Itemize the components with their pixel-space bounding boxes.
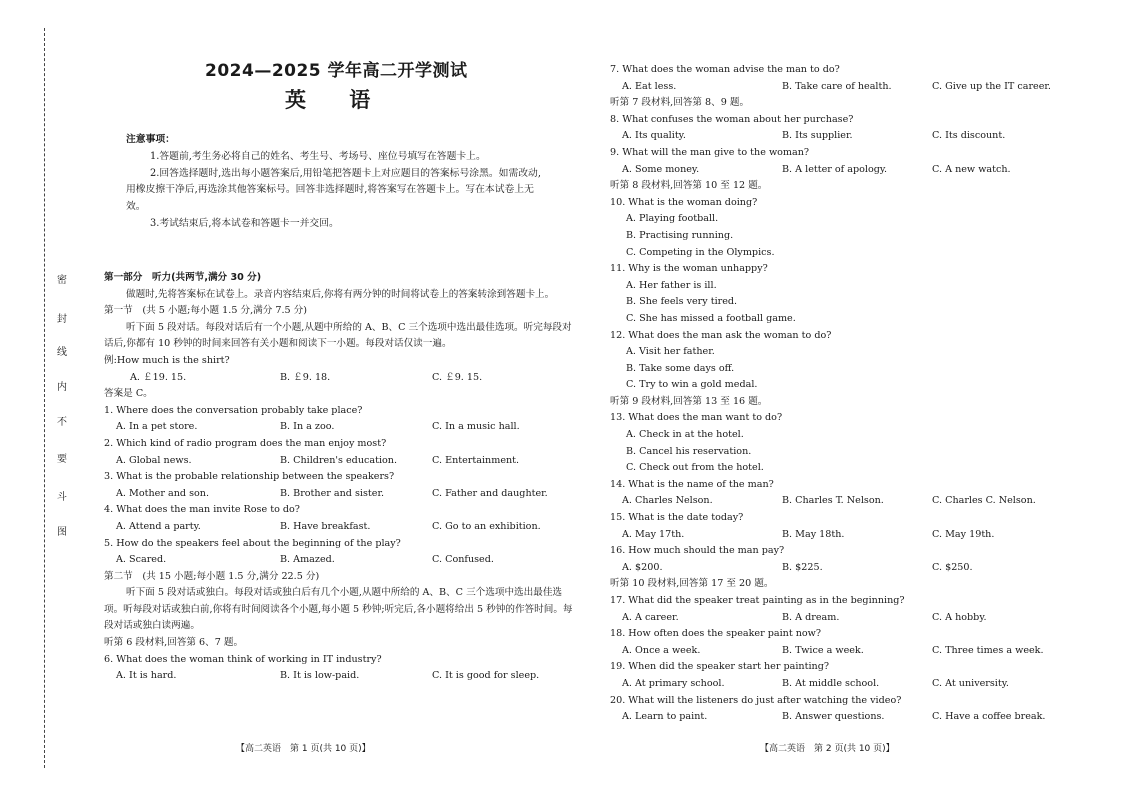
option-b: B. At middle school. [782, 677, 880, 689]
option-a: A. Global news. [116, 454, 192, 466]
example-answer: 答案是 C。 [104, 388, 153, 400]
question-9-options [610, 162, 1080, 179]
option-b: B. A letter of apology. [782, 163, 888, 175]
notice-block [126, 132, 546, 233]
option-a: A. Charles Nelson. [622, 495, 713, 507]
question-4-options [104, 519, 574, 536]
option-c: C. Father and daughter. [432, 487, 548, 499]
option-c: C. Three times a week. [932, 644, 1044, 656]
question-18-options [610, 643, 1080, 660]
option-a: A. Attend a party. [116, 520, 201, 532]
notice-item: 2.回答选择题时,选出每小题答案后,用铅笔把答题卡上对应题目的答案标号涂黑。如需改动,用橡皮擦干净后,再选涂其他答案标号。回答非选择题时,将答案写在答题卡上。写在本试卷上无效。 [126, 167, 541, 213]
question-19-options [610, 676, 1080, 693]
option-c: C. A new watch. [932, 163, 1011, 175]
question-18: 18. How often does the speaker paint now? [610, 628, 822, 640]
question-7-options [610, 79, 1080, 96]
option-c: C. Try to win a gold medal. [626, 379, 758, 391]
option-a: A. It is hard. [116, 670, 177, 682]
question-14-options [610, 493, 1080, 510]
option-b: B. Children's education. [280, 454, 398, 466]
option-c: C. May 19th. [932, 528, 995, 540]
page-footer-right: 【高二英语 第 2 页(共 10 页)】 [760, 744, 895, 754]
option-c: C. Entertainment. [432, 454, 520, 466]
question-9: 9. What will the man give to the woman? [610, 146, 810, 158]
margin-char: 不 [57, 417, 67, 428]
notice-title: 注意事项： [126, 134, 175, 145]
option-a: A. Its quality. [622, 130, 686, 142]
section2-intro: 听下面 5 段对话或独白。每段对话或独白后有几个小题,从题中所给的 A、B、C 三个选项中选出最佳选项。听每段对话或独白前,你将有时间阅读各个小题,每小题 5 秒钟;听完后,各小题将给出 5 秒钟的作答时间。每段对话或独白读两遍。 [104, 587, 573, 632]
question-14: 14. What is the name of the man? [610, 478, 774, 490]
option-a: A. Once a week. [622, 644, 701, 656]
option-b: B. Brother and sister. [280, 487, 385, 499]
option-c: C. Competing in the Olympics. [626, 246, 775, 258]
option-b: B. Have breakfast. [280, 520, 371, 532]
margin-char: 线 [57, 347, 67, 358]
margin-char: 内 [57, 382, 67, 393]
option-a: A. Her father is ill. [626, 279, 717, 291]
material-10-label: 听第 10 段材料,回答第 17 至 20 题。 [610, 578, 774, 590]
option-c: C. Have a coffee break. [932, 711, 1046, 723]
question-6-options [104, 668, 574, 685]
question-15-options [610, 527, 1080, 544]
margin-char: 密 [57, 275, 67, 286]
question-2-options [104, 453, 574, 470]
section1-title: 第一节 (共 5 小题;每小题 1.5 分,满分 7.5 分) [104, 305, 307, 317]
option-a: A. At primary school. [622, 677, 725, 689]
material-9-label: 听第 9 段材料,回答第 13 至 16 题。 [610, 395, 768, 407]
option-c: C. In a music hall. [432, 421, 520, 433]
question-19: 19. When did the speaker start her painting? [610, 661, 829, 673]
material-7-label: 听第 7 段材料,回答第 8、9 题。 [610, 97, 750, 109]
option-a: A. ￡19. 15. [130, 371, 187, 383]
page-footer-left: 【高二英语 第 1 页(共 10 页)】 [236, 744, 371, 754]
question-17: 17. What did the speaker treat painting as in the beginning? [610, 595, 905, 606]
option-b: B. $225. [782, 561, 823, 573]
option-a: A. Some money. [622, 163, 700, 175]
question-13: 13. What does the man want to do? [610, 412, 783, 424]
option-c: C. Give up the IT career. [932, 80, 1051, 92]
option-a: A. Learn to paint. [622, 711, 708, 723]
option-a: A. In a pet store. [116, 421, 198, 433]
option-c: C. She has missed a football game. [626, 312, 796, 324]
option-c: C. $250. [932, 561, 973, 573]
option-b: B. In a zoo. [280, 421, 335, 433]
question-8: 8. What confuses the woman about her purchase? [610, 113, 854, 125]
part1-intro: 做题时,先将答案标在试卷上。录音内容结束后,你将有两分钟的时间将试卷上的答案转涂到答题卡上。 [126, 288, 555, 300]
option-b: B. Practising running. [626, 229, 734, 241]
question-15: 15. What is the date today? [610, 512, 744, 524]
section1-intro: 听下面 5 段对话。每段对话后有一个小题,从题中所给的 A、B、C 三个选项中选出最佳选项。听完每段对话后,你都有 10 秒钟的时间来回答有关小题和阅读下一小题。每段对话仅读一遍。 [104, 321, 572, 350]
notice-item: 3.考试结束后,将本试卷和答题卡一并交回。 [150, 217, 339, 229]
margin-char: 图 [57, 527, 67, 538]
notice-item: 1.答题前,考生务必将自己的姓名、考生号、考场号、座位号填写在答题卡上。 [150, 150, 486, 162]
example-options [104, 370, 574, 387]
question-5: 5. How do the speakers feel about the beginning of the play? [104, 537, 401, 549]
question-6: 6. What does the woman think of working in IT industry? [104, 653, 382, 665]
option-b: B. It is low-paid. [280, 670, 360, 682]
right-column [610, 62, 1080, 726]
option-a: A. Playing football. [626, 213, 719, 225]
option-a: A. Scared. [116, 554, 167, 566]
question-10: 10. What is the woman doing? [610, 196, 758, 208]
option-a: A. Visit her father. [626, 346, 715, 358]
exam-title: 2024—2025 学年高二开学测试 [205, 61, 468, 81]
option-c: C. It is good for sleep. [432, 670, 540, 682]
option-b: B. Twice a week. [782, 644, 864, 656]
question-3-options [104, 486, 574, 503]
margin-char: 封 [57, 314, 67, 325]
margin-char: 要 [57, 454, 67, 465]
question-3: 3. What is the probable relationship between the speakers? [104, 471, 395, 483]
margin-char: 斗 [57, 492, 67, 503]
question-16-options [610, 560, 1080, 577]
binding-margin-line [44, 28, 45, 768]
part1-title: 第一部分 听力(共两节,满分 30 分) [104, 272, 262, 283]
option-c: C. ￡9. 15. [432, 371, 483, 383]
exam-subject: 英 语 [285, 88, 389, 112]
question-7: 7. What does the woman advise the man to do? [610, 64, 840, 75]
question-2: 2. Which kind of radio program does the man enjoy most? [104, 437, 387, 449]
option-b: B. Take care of health. [782, 80, 892, 92]
option-c: C. Confused. [432, 554, 494, 566]
option-c: C. Charles C. Nelson. [932, 495, 1036, 507]
option-c: C. Check out from the hotel. [626, 462, 764, 474]
option-b: B. May 18th. [782, 528, 845, 540]
question-12: 12. What does the man ask the woman to do? [610, 329, 832, 341]
question-5-options [104, 552, 574, 569]
question-4: 4. What does the man invite Rose to do? [104, 504, 300, 516]
question-17-options [610, 610, 1080, 627]
question-8-options [610, 128, 1080, 145]
question-1-options [104, 419, 574, 436]
option-b: B. Take some days off. [626, 362, 735, 374]
question-16: 16. How much should the man pay? [610, 545, 785, 557]
option-c: C. Its discount. [932, 130, 1006, 142]
option-b: B. Its supplier. [782, 130, 853, 142]
example-question: 例:How much is the shirt? [104, 354, 230, 366]
option-b: B. ￡9. 18. [280, 371, 331, 383]
option-c: C. At university. [932, 677, 1009, 689]
option-a: A. Check in at the hotel. [626, 429, 744, 441]
material-6-label: 听第 6 段材料,回答第 6、7 题。 [104, 637, 244, 649]
option-b: B. Amazed. [280, 554, 335, 566]
section2-title: 第二节 (共 15 小题;每小题 1.5 分,满分 22.5 分) [104, 570, 320, 582]
material-8-label: 听第 8 段材料,回答第 10 至 12 题。 [610, 180, 768, 192]
option-a: A. Mother and son. [116, 487, 209, 499]
option-c: C. Go to an exhibition. [432, 520, 541, 532]
option-a: A. A career. [622, 611, 679, 623]
left-column [104, 270, 574, 685]
option-b: B. Answer questions. [782, 711, 885, 723]
option-b: B. She feels very tired. [626, 296, 738, 308]
option-a: A. $200. [622, 561, 663, 573]
option-a: A. Eat less. [622, 80, 677, 92]
question-11: 11. Why is the woman unhappy? [610, 263, 768, 275]
option-b: B. Charles T. Nelson. [782, 495, 884, 507]
option-a: A. May 17th. [622, 528, 685, 540]
option-c: C. A hobby. [932, 611, 987, 623]
option-b: B. A dream. [782, 611, 840, 623]
question-1: 1. Where does the conversation probably take place? [104, 404, 363, 416]
question-20: 20. What will the listeners do just after watching the video? [610, 694, 902, 706]
question-20-options [610, 709, 1080, 726]
option-b: B. Cancel his reservation. [626, 445, 752, 457]
